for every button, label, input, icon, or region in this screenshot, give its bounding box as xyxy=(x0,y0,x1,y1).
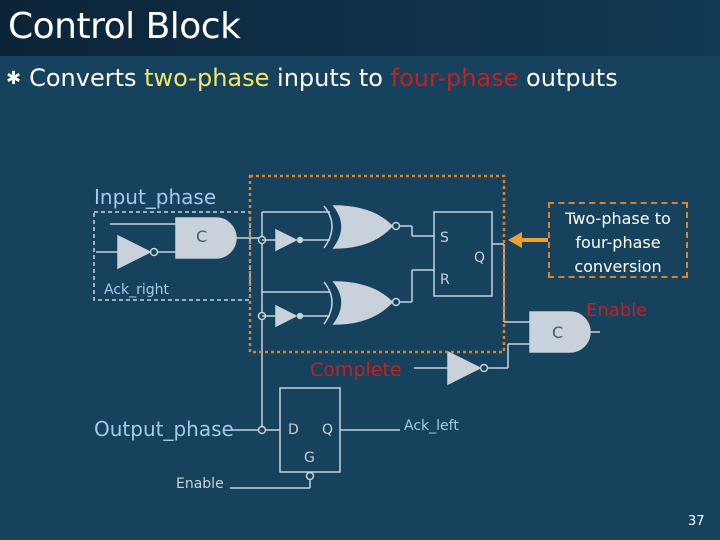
callout-line-2: four-phase xyxy=(575,233,661,252)
bullet-term-four-phase: four-phase xyxy=(390,64,519,92)
label-enable-bottom: Enable xyxy=(176,476,224,492)
bullet-suffix: outputs xyxy=(526,64,618,92)
label-sr-s: S xyxy=(440,230,449,246)
conversion-callout xyxy=(548,202,688,278)
callout-line-1: Two-phase to xyxy=(565,209,671,228)
label-enable-red: Enable xyxy=(586,300,648,321)
label-c-left: C xyxy=(196,227,208,246)
label-latch-g: G xyxy=(304,450,315,466)
label-ack-right: Ack_right xyxy=(104,282,170,298)
label-ack-left: Ack_left xyxy=(404,418,459,434)
page-number: 37 xyxy=(688,514,705,529)
callout-line-3: conversion xyxy=(574,257,662,276)
label-sr-q: Q xyxy=(474,250,486,266)
bullet-star-icon: ✱ xyxy=(6,68,22,89)
label-c-right: C xyxy=(552,323,564,342)
label-input-phase: Input_phase xyxy=(94,185,217,209)
label-latch-q: Q xyxy=(322,422,334,438)
slide-title: Control Block xyxy=(8,6,241,47)
label-complete: Complete xyxy=(310,359,402,381)
label-output-phase: Output_phase xyxy=(94,417,234,441)
label-latch-d: D xyxy=(288,422,299,438)
bullet-middle: inputs to xyxy=(277,64,383,92)
bullet-prefix: Converts xyxy=(29,64,137,92)
bullet-term-two-phase: two-phase xyxy=(144,64,270,92)
diagram-panel xyxy=(92,182,512,496)
label-sr-r: R xyxy=(440,272,450,288)
